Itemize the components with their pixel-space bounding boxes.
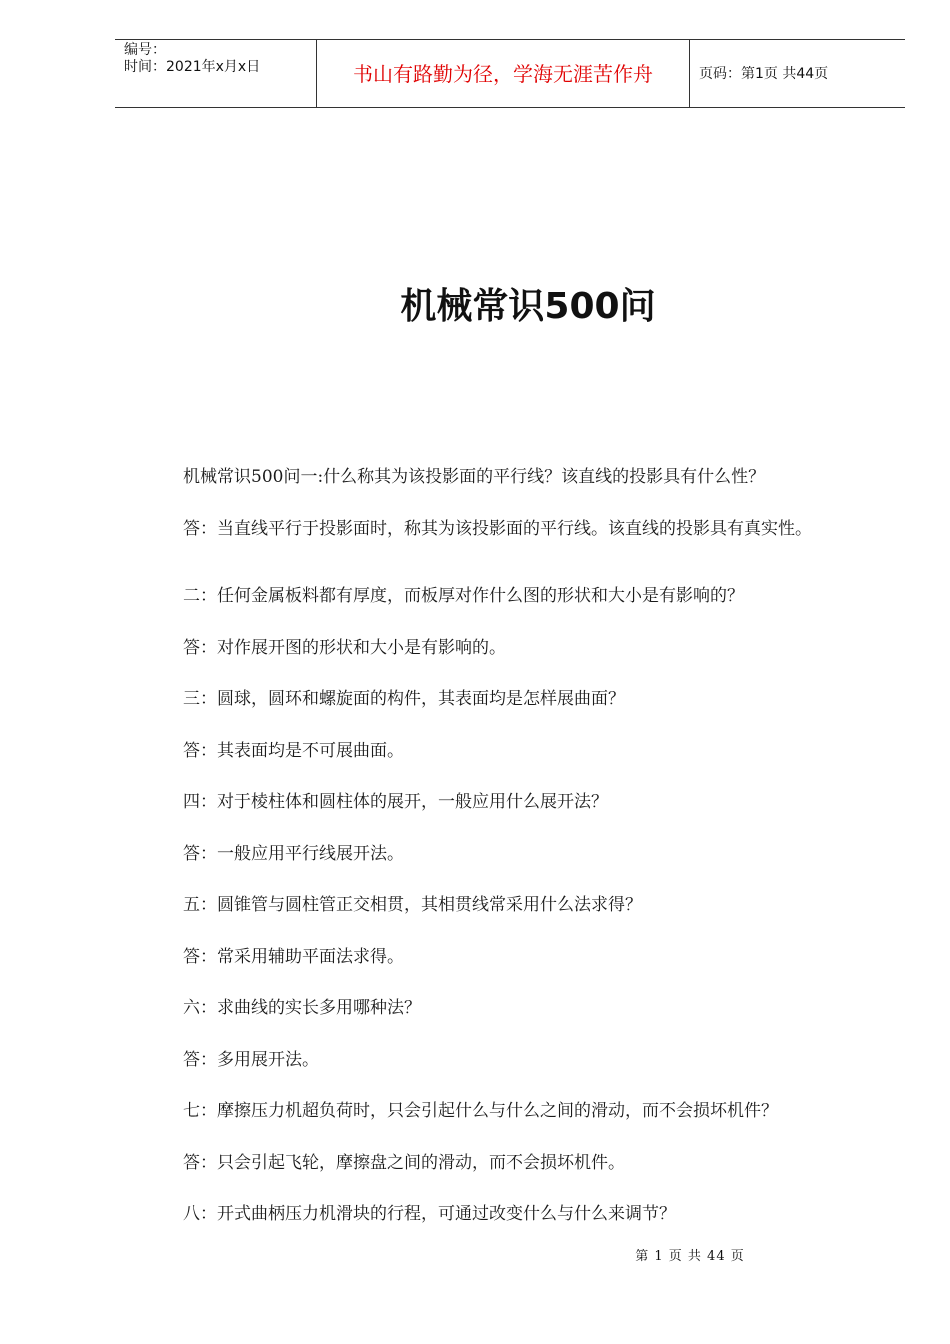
paragraph: 答：对作展开图的形状和大小是有影响的。 [183,637,506,658]
paragraph: 五：圆锥管与圆柱管正交相贯，其相贯线常采用什么法求得？ [183,895,642,915]
paragraph: 三：圆球，圆环和螺旋面的构件，其表面均是怎样展曲面？ [183,689,625,709]
paragraph: 答：只会引起飞轮，摩擦盘之间的滑动，而不会损坏机件。 [183,1152,625,1173]
header-page-info: 页码：第1页 共44页 [699,65,829,82]
paragraph: 七：摩擦压力机超负荷时，只会引起什么与什么之间的滑动，而不会损坏机件？ [183,1101,778,1121]
paragraph: 答：其表面均是不可展曲面。 [183,740,404,761]
paragraph: 答：当直线平行于投影面时，称其为该投影面的平行线。该直线的投影具有真实性。 [183,518,812,539]
paragraph: 答：多用展开法。 [183,1049,319,1070]
paragraph: 六：求曲线的实长多用哪种法？ [183,998,421,1018]
paragraph: 答：一般应用平行线展开法。 [183,843,404,864]
paragraph: 二：任何金属板料都有厚度，而板厚对作什么图的形状和大小是有影响的？ [183,586,744,606]
header-meta [115,40,316,107]
header-motto: 书山有路勤为径，学海无涯苦作舟 [316,40,690,107]
paragraph: 四：对于棱柱体和圆柱体的展开，一般应用什么展开法？ [183,792,608,812]
qa-body [183,452,913,1241]
time-label: 时间：2021年x月x日 [124,59,261,75]
document-title: 机械常识500问 [400,286,656,327]
paragraph: 八：开式曲柄压力机滑块的行程，可通过改变什么与什么来调节？ [183,1204,676,1224]
paragraph: 答：常采用辅助平面法求得。 [183,946,404,967]
page-header [115,39,905,108]
serial-label: 编号： [124,42,166,58]
paragraph: 机械常识500问一:什么称其为该投影面的平行线？该直线的投影具有什么性？ [183,467,766,487]
page-footer: 第 1 页 共 44 页 [635,1249,745,1264]
